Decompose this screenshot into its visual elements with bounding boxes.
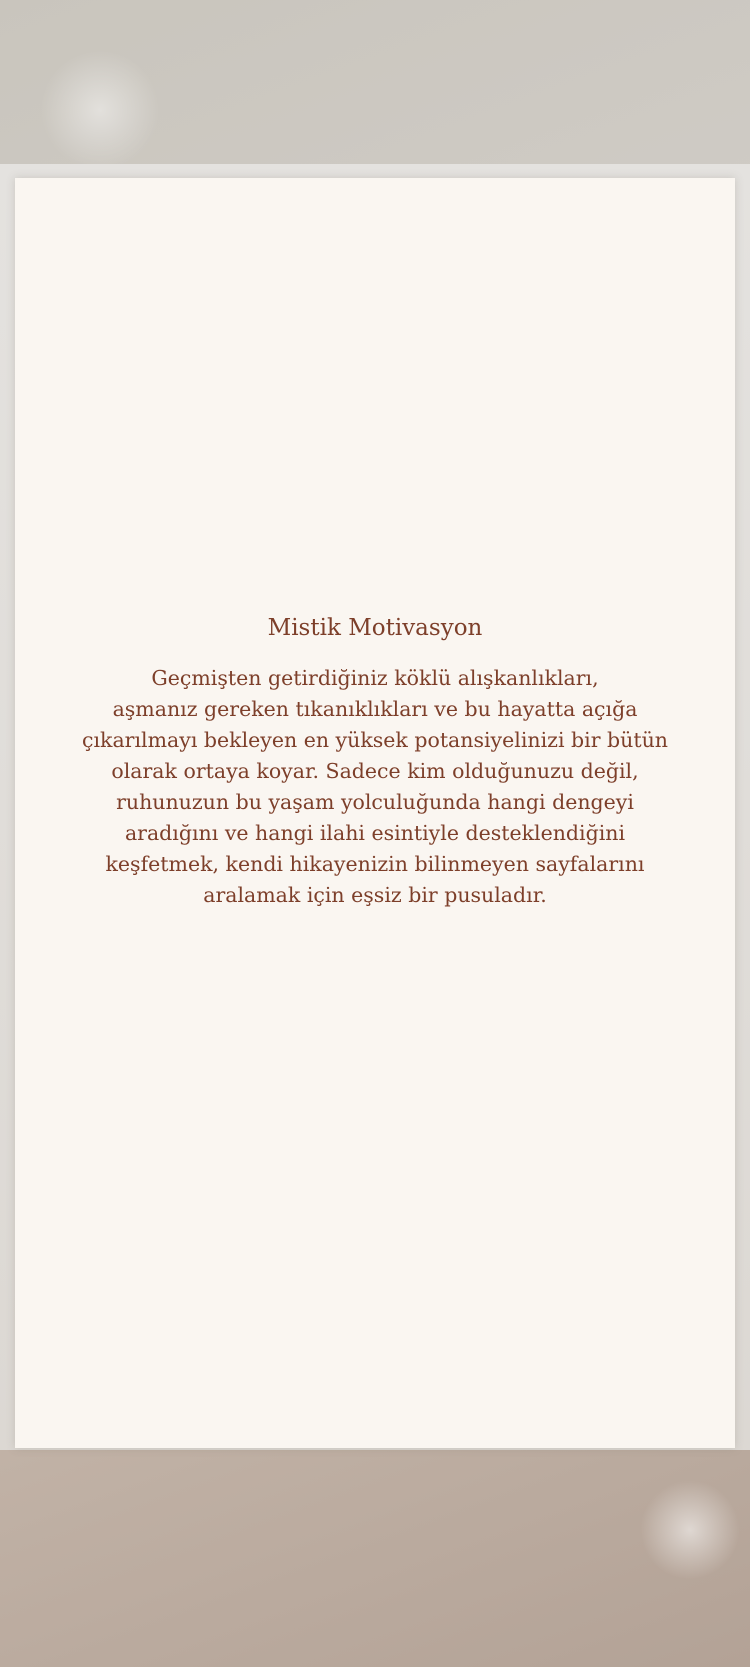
card-content	[75, 613, 675, 911]
description-line: çıkarılmayı bekleyen en yüksek potansiyelinizi bir bütün	[82, 728, 668, 752]
description-line: aralamak için eşsiz bir pusuladır.	[203, 883, 547, 907]
background-glow-bottom	[640, 1480, 740, 1580]
card-title: Mistik Motivasyon	[267, 615, 483, 641]
background-glow-top	[40, 50, 160, 170]
description-line: olarak ortaya koyar. Sadece kim olduğunuzu değil,	[111, 759, 639, 783]
description-line: ruhunuzun bu yaşam yolculuğunda hangi dengeyi	[116, 790, 634, 814]
description-line: aradığını ve hangi ilahi esintiyle desteklendiğini	[124, 821, 626, 845]
description-line: aşmanız gereken tıkanıklıkları ve bu hayatta açığa	[112, 697, 638, 721]
info-card[interactable]	[15, 178, 735, 1448]
description-line: Geçmişten getirdiğiniz köklü alışkanlıkları,	[151, 666, 599, 690]
card-description	[75, 663, 675, 911]
description-line: keşfetmek, kendi hikayenizin bilinmeyen sayfalarını	[105, 852, 645, 876]
